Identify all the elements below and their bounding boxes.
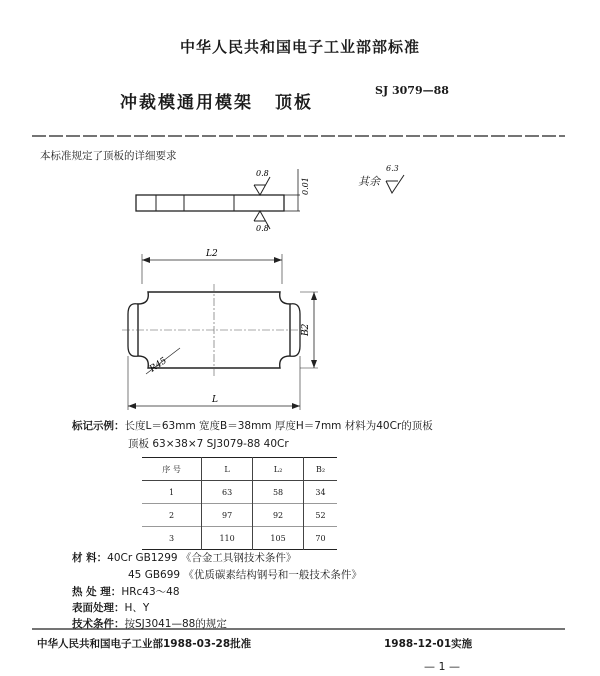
marking-example: [72, 418, 433, 433]
table-cell: 1: [169, 487, 175, 497]
title-main: 冲裁模通用模架: [120, 93, 253, 113]
technical-conditions-label: 技术条件：: [72, 618, 125, 630]
table-row: [142, 527, 337, 550]
surface-treatment-value: H、Y: [124, 602, 150, 614]
remaining-roughness-value: 6.3: [386, 164, 399, 173]
table-cell: 63: [202, 481, 253, 504]
heat-treatment-label: 热 处 理：: [72, 586, 122, 598]
remaining-roughness-label: 其余: [358, 175, 380, 188]
header-cell: B₂: [304, 458, 337, 481]
dim-l2-label: L2: [206, 249, 218, 259]
table-cell: 58: [253, 481, 304, 504]
table-cell: 70: [304, 527, 337, 550]
dimensions-table: [142, 457, 337, 550]
bottom-roughness-value: 0.8: [256, 224, 269, 233]
material-line2: 45 GB699 《优质碳素结构钢号和一般技术条件》: [128, 569, 362, 581]
dim-l-label: L: [212, 395, 218, 405]
table-cell: 3: [169, 533, 175, 543]
intro-text: 本标准规定了顶板的详细要求: [40, 150, 177, 162]
material-label: 材 料：: [72, 552, 108, 564]
approval-date: 中华人民共和国电子工业部1988-03-28批准: [37, 638, 252, 650]
material-spec: [72, 550, 296, 565]
side-view-drawing: [120, 165, 320, 235]
heat-treatment-value: HRc43～48: [121, 586, 180, 598]
top-roughness-value: 0.8: [256, 169, 269, 178]
marking-example-line1: 长度L＝63mm 宽度B＝38mm 厚度H＝7mm 材料为40Cr的顶板: [124, 420, 433, 432]
header-cell: L: [202, 458, 253, 481]
header-cell: 序 号: [162, 464, 181, 474]
remaining-roughness: [358, 173, 406, 195]
table-cell: 105: [253, 527, 304, 550]
header-cell: L₂: [253, 458, 304, 481]
heat-treatment-spec: [72, 584, 180, 599]
table-cell: 34: [304, 481, 337, 504]
table-row: [142, 504, 337, 527]
surface-treatment-spec: [72, 600, 149, 615]
standard-code: SJ 3079—88: [375, 84, 449, 97]
table-cell: 52: [304, 504, 337, 527]
table-cell: 2: [169, 510, 175, 520]
marking-example-line2: 顶板 63×38×7 SJ3079-88 40Cr: [128, 438, 289, 450]
table-header-row: [142, 458, 337, 481]
table-cell: 92: [253, 504, 304, 527]
table-cell: 97: [202, 504, 253, 527]
page-number: — 1 —: [424, 660, 460, 673]
table-row: [142, 481, 337, 504]
technical-conditions-value: 按SJ3041—88的规定: [124, 618, 227, 630]
perpendicularity-value: 0.01: [301, 177, 310, 195]
issuing-organization: 中华人民共和国电子工业部部标准: [179, 38, 420, 56]
radius-label: R45: [148, 356, 169, 375]
technical-conditions-spec: [72, 616, 227, 631]
title-part: 顶板: [275, 93, 313, 113]
table-cell: 110: [202, 527, 253, 550]
marking-example-label: 标记示例：: [72, 420, 125, 432]
surface-treatment-label: 表面处理：: [72, 602, 125, 614]
dim-b2-label: B2: [301, 323, 311, 336]
plan-view-drawing: [120, 244, 330, 419]
effective-date: 1988-12-01实施: [384, 638, 473, 650]
roughness-symbol-icon: [384, 173, 406, 195]
material-line1: 40Cr GB1299 《合金工具钢技术条件》: [107, 552, 297, 564]
